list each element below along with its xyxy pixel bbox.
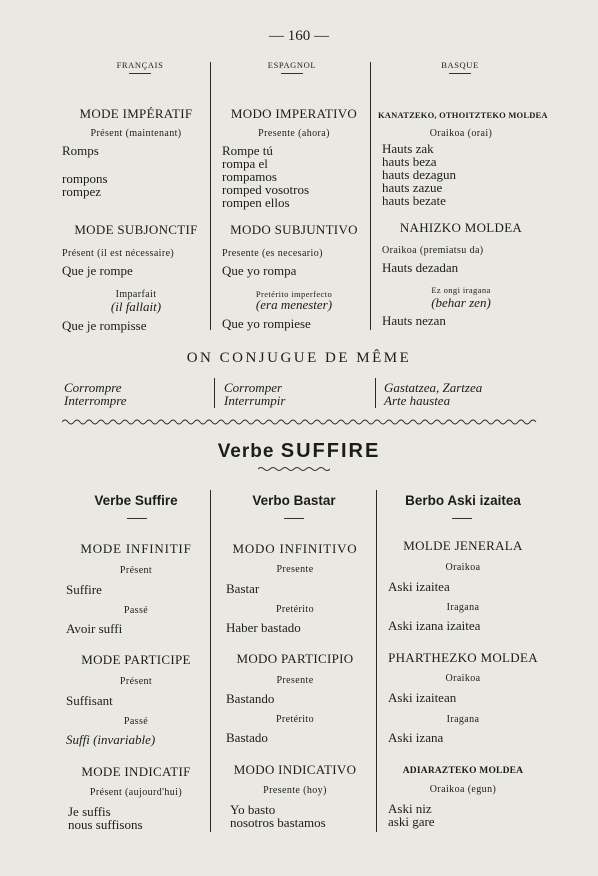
fr-ind-present-label: Présent (aujourd'hui) xyxy=(89,787,183,798)
fr-ind-line: nous suffisons xyxy=(68,817,143,832)
eu-present-imp-label: Oraikoa (orai) xyxy=(429,128,493,139)
eu-mode-ind: ADIARAZTEKO MOLDEA xyxy=(402,766,524,776)
es-mode-ind: MODO INDICATIVO xyxy=(233,762,357,777)
es-imp-line: rompa el xyxy=(222,156,268,171)
eu-mode-subj: NAHIZKO MOLDEA xyxy=(399,220,523,235)
column-divider xyxy=(370,62,371,330)
eu-subj-line: Hauts dezadan xyxy=(382,260,459,275)
eu-imp-line: hauts dezagun xyxy=(382,167,457,182)
head-dash xyxy=(284,518,304,519)
column-divider xyxy=(376,490,377,832)
es-imp-line: Rompe tú xyxy=(222,143,273,158)
es-inf-present: Bastar xyxy=(226,581,260,596)
es-part-present-label: Presente xyxy=(276,675,314,686)
es-present-imp-label: Presente (ahora) xyxy=(258,128,330,139)
fr-mode-part: MODE PARTICIPE xyxy=(81,652,191,667)
conjugue-eu: Arte haustea xyxy=(384,393,451,408)
header-rule xyxy=(449,73,471,74)
fr-part-present-label: Présent xyxy=(119,676,153,687)
title-wavy-ornament xyxy=(258,466,330,472)
es-imp-line: rompen ellos xyxy=(222,195,290,210)
es-part-passe-label: Pretérito xyxy=(275,714,315,725)
fr-part-passe: Suffi (invariable) xyxy=(66,732,156,747)
eu-imp-line: hauts bezate xyxy=(382,193,446,208)
es-ind-present-label: Presente (hoy) xyxy=(263,785,327,796)
eu-ind-present-label: Oraikoa (egun) xyxy=(429,784,497,795)
es-part-passe: Bastado xyxy=(226,730,268,745)
fr-imparfait-note: (il fallait) xyxy=(110,299,162,314)
es-imparfait-note: (era menester) xyxy=(255,297,333,312)
eu-inf-passe: Aski izana izaitea xyxy=(388,618,481,633)
eu-imp-line: hauts zazue xyxy=(382,180,443,195)
eu-passe-label: Iragana xyxy=(446,602,480,613)
fr-present-subj xyxy=(62,244,174,261)
eu-part-passe: Aski izana xyxy=(388,730,444,745)
fr-ind-line: Je suffis xyxy=(68,804,111,819)
fr-inf-passe: Avoir suffi xyxy=(66,621,123,636)
es-imp-line: romped vosotros xyxy=(222,182,310,197)
fr-present-imp-label: Présent (maintenant) xyxy=(90,128,182,139)
conjugue-es: Interrumpir xyxy=(224,393,286,408)
verb-title-prefix: Verbe xyxy=(217,441,275,462)
es-present-label: Presente xyxy=(276,564,314,575)
es-mode-imperatif: MODO IMPERATIVO xyxy=(230,106,358,121)
fr-mode-inf: MODE INFINITIF xyxy=(80,541,192,556)
header-basque xyxy=(410,60,510,74)
es-ind-line: Yo basto xyxy=(230,802,276,817)
es-mode-subj: MODO SUBJUNTIVO xyxy=(230,222,358,237)
eu-part-present-label: Oraikoa xyxy=(445,673,481,684)
es-present-subj xyxy=(222,244,323,261)
fr-present-label: Présent xyxy=(119,565,153,576)
es-ind-line: nosotros bastamos xyxy=(230,815,326,830)
on-conjugue-title: ON CONJUGUE DE MÊME xyxy=(186,350,412,366)
verb-title xyxy=(0,440,598,463)
header-spanish-label: ESPAGNOL xyxy=(267,60,317,70)
eu-present-subj xyxy=(382,241,484,258)
fr-passe-label: Passé xyxy=(123,605,149,616)
es-imp-line: rompamos xyxy=(222,169,277,184)
fr-imp-line: rompons xyxy=(62,171,108,186)
verb-title-word: SUFFIRE xyxy=(280,440,381,462)
header-french xyxy=(90,60,190,74)
eu-present-label: Oraikoa xyxy=(445,562,481,573)
es-mode-inf: MODO INFINITIVO xyxy=(232,541,358,556)
head-dash xyxy=(452,518,472,519)
es-imparfait-line: Que yo rompiese xyxy=(222,316,311,331)
fr-mode-subj: MODE SUBJONCTIF xyxy=(74,222,198,237)
page-number: — 160 — xyxy=(269,28,329,44)
conjugue-eu: Gastatzea, Zartzea xyxy=(384,380,483,395)
es-imparfait: Pretérito imperfecto xyxy=(255,289,333,299)
fr-part-present: Suffisant xyxy=(66,693,113,708)
es-mode-part: MODO PARTICIPIO xyxy=(236,651,354,666)
fr-mode-imperatif: MODE IMPÉRATIF xyxy=(79,106,193,121)
eu-imparfait: Ez ongi iragana xyxy=(431,285,491,295)
column-divider xyxy=(210,490,211,832)
es-part-present: Bastando xyxy=(226,691,275,706)
eu-imp-line: Hauts zak xyxy=(382,141,434,156)
eu-imparfait-line: Hauts nezan xyxy=(382,313,446,328)
conjugue-fr: Corrompre xyxy=(64,380,122,395)
head-fr: Verbe Suffire xyxy=(94,493,178,508)
eu-mode-inf: MOLDE JENERALA xyxy=(403,538,523,553)
header-basque-label: BASQUE xyxy=(441,60,479,70)
fr-present-imp xyxy=(62,124,210,141)
es-present-imp xyxy=(218,124,370,141)
eu-ind-line: Aski niz xyxy=(388,801,432,816)
fr-present-subj-label: Présent (il est nécessaire) xyxy=(62,248,175,259)
es-subj-line: Que yo rompa xyxy=(222,263,297,278)
fr-part-passe-label: Passé xyxy=(123,716,149,727)
fr-inf-present: Suffire xyxy=(66,582,102,597)
conjugue-es: Corromper xyxy=(224,380,283,395)
wavy-separator xyxy=(62,418,540,426)
es-inf-passe: Haber bastado xyxy=(226,620,301,635)
head-eu: Berbo Aski izaitea xyxy=(405,493,521,508)
es-passe-label: Pretérito xyxy=(275,604,315,615)
eu-ind-line: aski gare xyxy=(388,814,435,829)
fr-imparfait-line: Que je rompisse xyxy=(62,318,147,333)
head-dash xyxy=(127,518,147,519)
eu-part-passe-label: Iragana xyxy=(446,714,480,725)
fr-subj-line: Que je rompe xyxy=(62,263,133,278)
eu-present-subj-label: Oraikoa (premiatsu da) xyxy=(382,245,484,256)
fr-imparfait: Imparfait xyxy=(115,289,157,300)
eu-mode-part: PHARTHEZKO MOLDEA xyxy=(388,650,538,665)
fr-imp-line: Romps xyxy=(62,143,99,158)
header-spanish xyxy=(242,60,342,74)
column-divider xyxy=(210,62,211,330)
eu-part-present: Aski izaitean xyxy=(388,690,457,705)
header-french-label: FRANÇAIS xyxy=(116,60,164,70)
eu-mode-imperatif: KANATZEKO, OTHOITZTEKO MOLDEA xyxy=(378,110,548,120)
fr-imp-line: rompez xyxy=(62,184,101,199)
header-rule xyxy=(129,73,151,74)
column-divider xyxy=(214,378,215,408)
es-present-subj-label: Presente (es necesario) xyxy=(222,248,323,259)
fr-mode-ind: MODE INDICATIF xyxy=(81,764,191,779)
conjugue-fr: Interrompre xyxy=(64,393,127,408)
head-es: Verbo Bastar xyxy=(252,493,336,508)
eu-present-imp xyxy=(378,124,544,141)
eu-imp-line: hauts beza xyxy=(382,154,437,169)
eu-inf-present: Aski izaitea xyxy=(388,579,450,594)
header-rule xyxy=(281,73,303,74)
eu-imparfait-note: (behar zen) xyxy=(431,295,491,310)
column-divider xyxy=(375,378,376,408)
